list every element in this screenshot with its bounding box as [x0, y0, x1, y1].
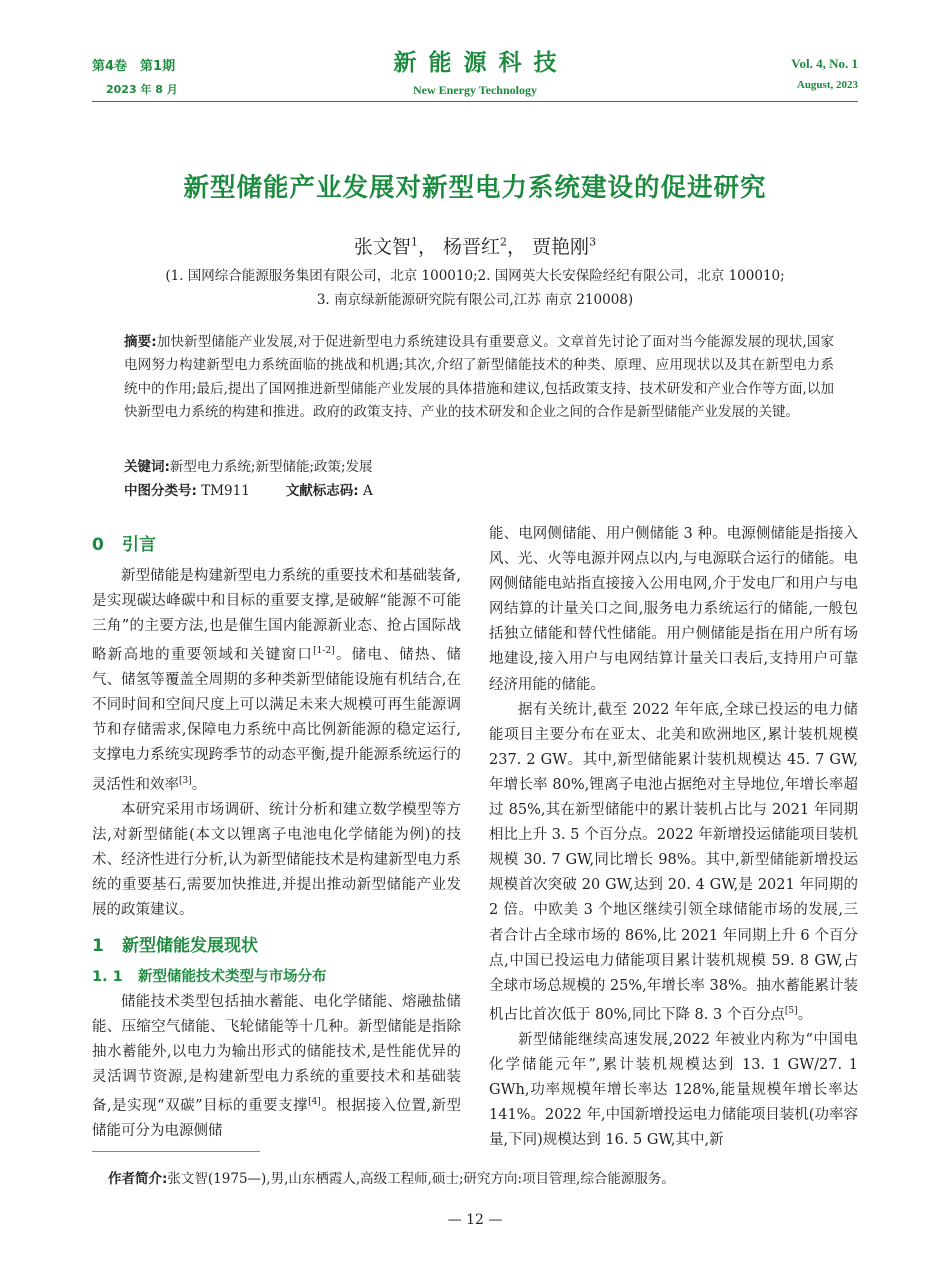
affiliations: [100, 264, 850, 312]
paragraph-text: 。: [797, 1006, 813, 1023]
affiliation-line: (1. 国网综合能源服务集团有限公司，北京 100010;2. 国网英大长安保险经纪有限公司，北京 100010;: [165, 268, 785, 284]
subsection-heading-1-1: [92, 965, 461, 990]
header-issue-block: [92, 55, 178, 97]
keywords-text: 新型电力系统;新型储能;政策;发展: [169, 459, 373, 475]
volume-month: August, 2023: [796, 79, 858, 91]
author-affil-mark: 3: [589, 235, 597, 249]
citation: [5]: [784, 1005, 798, 1016]
abstract-label: 摘要:: [124, 334, 157, 350]
doc-code-label: 文献标志码:: [285, 483, 359, 499]
paragraph: 能、电网侧储能、用户侧储能 3 种。电源侧储能是指接入风、光、火等电源并网点以内,与电源联合运行的储能。电网侧储能电站指直接接入公用电网,介于发电厂和用户与电网结算的计量关口之间,服务电力系统运行的储能,一般包括独立储能和替代性储能。用户侧储能是指在用户所有场地建设,接入用户与电网结算计量关口表后,支持用户可靠经济用能的储能。: [489, 526, 858, 693]
paragraph-text: 。根据接入位置,新型储能可分为电源侧储: [92, 1098, 461, 1140]
volume-label: Vol. 4, No. 1: [791, 56, 858, 71]
subsection-title: 新型储能技术类型与市场分布: [138, 968, 327, 985]
footnote-divider: [92, 1151, 260, 1152]
footnote-text: 张文智(1975—),男,山东栖霞人,高级工程师,硕士;研究方向:项目管理,综合能源服务。: [167, 1171, 675, 1187]
journal-name-cn: 新能源科技: [393, 50, 569, 76]
section-number: 0: [92, 535, 104, 555]
citation: [4]: [308, 1097, 321, 1108]
paper-title: 新型储能产业发展对新型电力系统建设的促进研究: [183, 173, 767, 203]
paragraph-text: 新型储能是构建新型电力系统的重要技术和基础装备,是实现碳达峰碳中和目标的重要支撑,是破解“能源不可能三角”的主要方法,也是催生国内能源新业态、抢占国际战略新高地的重要领域和关键窗口: [92, 568, 461, 664]
paragraph: 新型储能继续高速发展,2022 年被业内称为“中国电化学储能元年”,累计装机规模达到 13. 1 GW/27. 1 GWh,功率规模年增长率达 128%,能量规模年增长率达 141%。2022 年,中国新增投运电力储能项目装机(功率容量,下同)规模达到 16. 5 GW,其中,新: [489, 1031, 858, 1149]
body-column-right: [489, 522, 858, 1153]
section-title: 新型储能发展现状: [122, 935, 258, 956]
author-name: 张文智: [353, 236, 411, 258]
footnote-label: 作者简介:: [108, 1171, 168, 1187]
paragraph-text: 储能技术类型包括抽水蓄能、电化学储能、熔融盐储能、压缩空气储能、飞轮储能等十几种。新型储能是指除抽水蓄能外,以电力为输出形式的储能技术,是性能优异的灵活调节资源,是构建新型电力系统的重要技术和基础装备,是实现“双碳”目标的重要支撑: [92, 993, 461, 1115]
section-title: 引言: [122, 535, 156, 555]
paragraph: [92, 564, 461, 798]
abstract-text: 加快新型储能产业发展,对于促进新型电力系统建设具有重要意义。文章首先讨论了面对当今能源发展的现状,国家电网努力构建新型电力系统面临的挑战和机遇;其次,介绍了新型储能技术的种类、原理、应用现状以及其在新型电力系统中的作用;最后,提出了国网推进新型储能产业发展的具体措施和建议,包括政策支持、技术研发和产业合作等方面,以加快新型电力系统的构建和推进。政府的政策支持、产业的技术研发和企业之间的合作是新型储能产业发展的关键。: [124, 334, 834, 420]
citation: [1-2]: [313, 646, 335, 657]
keywords-label: 关键词:: [124, 459, 170, 475]
abstract: [124, 331, 834, 424]
paragraph-text: 。储电、储热、储气、储氢等覆盖全周期的多种类新型储能设施有机结合,在不同时间和空间尺度上可以满足未来大规模可再生能源调节和存储需求,保障电力系统中高比例新能源的稳定运行,支撑电力系统实现跨季节的动态平衡,提升能源系统运行的灵活性和效率: [92, 647, 462, 793]
body-column-left: [92, 522, 461, 1144]
clc-value: TM911: [201, 483, 250, 499]
journal-name-en: New Energy Technology: [412, 83, 537, 97]
header-volume-block: [791, 56, 858, 91]
paragraph: [92, 990, 461, 1144]
paragraph: [489, 698, 858, 1028]
author-footnote: [108, 1167, 675, 1187]
author-affil-mark: 2: [500, 235, 507, 249]
paragraph: 本研究采用市场调研、统计分析和建立数学模型等方法,对新型储能(本文以锂离子电池电化学储能为例)的技术、经济性进行分析,认为新型储能技术是构建新型电力系统的重要基石,需要加快推进,并提出推动新型储能产业发展的政策建议。: [92, 801, 461, 918]
author-list: 张文智$^1$， 杨晋红$^2$， 贾艳刚$^3$: [353, 235, 597, 258]
section-heading-0: [92, 522, 461, 564]
header-divider: [92, 101, 858, 102]
subsection-number: 1. 1: [92, 968, 123, 985]
doc-code-value: A: [363, 483, 373, 499]
author-affil-mark: 1: [410, 235, 418, 249]
section-number: 1: [92, 935, 104, 956]
citation: [3]: [179, 775, 192, 786]
author-name: 杨晋红: [442, 236, 500, 258]
issue-label: 第4卷 第1期: [92, 59, 176, 74]
affiliation-line: 3. 南京绿新能源研究院有限公司,江苏 南京 210008): [316, 292, 634, 308]
section-heading-1: [92, 923, 461, 965]
classification: [124, 479, 373, 499]
paragraph-text: 。: [191, 776, 207, 793]
issue-date: 2023 年 8 月: [106, 83, 178, 96]
paragraph-text: 据有关统计,截至 2022 年年底,全球已投运的电力储能项目主要分布在亚太、北美和欧洲地区,累计装机规模 237. 2 GW。其中,新型储能累计装机规模达 45. 7 GW,年增长率 80%,锂离子电池占据绝对主导地位,年增长率超过 85%,其在新型储能中的累计装机占比与 2021 年同期相比上升 3. 5 个百分点。2022 年新增投运储能项目装机规模 30. 7 GW,同比增长 98%。其中,新型储能新增投运规模首次突破 20 GW,达到 20. 4 GW,是 2021 年同期的 2 倍。中欧美 3 个地区继续引领全球储能市场的发展,三者合计占全球市场的 86%,比 2021 年同期上升 6 个百分点,中国已投运电力储能项目累计装机规模 59. 8 GW,占全球市场总规模的 25%,年增长率 38%。抽水蓄能累计装机占比首次低于 80%,同比下降 8. 3 个百分点: [489, 701, 858, 1023]
author-name: 贾艳刚: [532, 236, 590, 258]
journal-masthead: [300, 44, 650, 98]
page-number: — 12 —: [447, 1212, 503, 1228]
clc-label: 中图分类号:: [124, 483, 197, 499]
keywords: [124, 455, 373, 475]
